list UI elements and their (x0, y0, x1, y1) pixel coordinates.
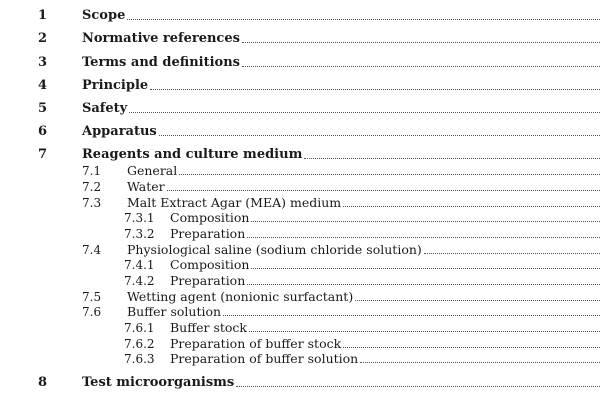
toc-entry-title[interactable]: Malt Extract Agar (MEA) medium (127, 195, 342, 210)
toc-entry-number: 7.3.2 (124, 227, 155, 241)
toc-entry-title[interactable]: Wetting agent (nonionic surfactant) (127, 289, 354, 304)
toc-entry-number: 7.4 (82, 243, 102, 257)
toc-entry-line[interactable] (127, 304, 600, 320)
toc-entry-number: 7.3 (82, 196, 102, 210)
toc-dot-leader (249, 320, 600, 332)
toc-dot-leader (247, 273, 600, 285)
toc-entry-title[interactable]: Preparation of buffer solution (170, 351, 359, 366)
toc-entry-title[interactable]: Principle (82, 78, 149, 93)
toc-dot-leader (304, 147, 600, 159)
toc-entry-title[interactable]: Normative references (82, 31, 240, 46)
toc-entry-title[interactable]: Scope (82, 8, 126, 23)
toc-entry-line[interactable] (170, 273, 600, 289)
toc-entry-number: 7.2 (82, 180, 102, 194)
toc-entry-title[interactable]: Preparation (170, 273, 246, 288)
toc-dot-leader (251, 257, 600, 269)
toc-entry[interactable] (0, 304, 600, 320)
toc-entry-line[interactable] (82, 31, 600, 47)
toc-entry-title[interactable]: Buffer stock (170, 320, 248, 335)
toc-entry-line[interactable] (127, 242, 600, 258)
toc-entry-line[interactable] (82, 147, 600, 163)
toc-entry-number: 1 (38, 8, 48, 23)
toc-entry[interactable] (0, 289, 600, 305)
toc-entry[interactable] (0, 55, 600, 71)
toc-entry-title[interactable]: Preparation of buffer stock (170, 336, 342, 351)
toc-entry-number: 2 (38, 31, 48, 46)
toc-entry-number: 7.6 (82, 305, 102, 319)
toc-dot-leader (424, 242, 600, 254)
toc-dot-leader (159, 124, 600, 136)
toc-entry-line[interactable] (127, 289, 600, 305)
toc-entry-title[interactable]: Composition (170, 210, 250, 225)
toc-dot-leader (150, 78, 600, 90)
toc-entry-title[interactable]: Physiological saline (sodium chloride solution) (127, 242, 422, 257)
toc-dot-leader (251, 210, 600, 222)
toc-entry-title[interactable]: Preparation (170, 226, 246, 241)
toc-dot-leader (360, 351, 600, 363)
toc-entry[interactable] (0, 8, 600, 24)
toc-entry[interactable] (0, 195, 600, 211)
toc-entry[interactable] (0, 163, 600, 179)
toc-entry-number: 7.5 (82, 290, 102, 304)
toc-entry-line[interactable] (82, 101, 600, 117)
toc-entry-number: 7.3.1 (124, 211, 155, 225)
toc-entry-line[interactable] (170, 226, 600, 242)
toc-entry-number: 7.6.1 (124, 321, 155, 335)
toc-entry[interactable] (0, 179, 600, 195)
toc-entry[interactable] (0, 210, 600, 226)
toc-entry[interactable] (0, 31, 600, 47)
toc-entry-line[interactable] (170, 257, 600, 273)
toc-entry-title[interactable]: Apparatus (82, 124, 157, 139)
toc-dot-leader (355, 289, 600, 301)
toc-dot-leader (127, 8, 600, 20)
toc-entry-line[interactable] (82, 124, 600, 140)
toc-entry[interactable] (0, 101, 600, 117)
toc-entry-title[interactable]: Test microorganisms (82, 375, 235, 390)
toc-entry-title[interactable]: General (127, 163, 178, 178)
toc-entry-title[interactable]: Terms and definitions (82, 55, 240, 70)
toc-entry-line[interactable] (82, 78, 600, 94)
toc-entry-line[interactable] (82, 8, 600, 24)
toc-entry-line[interactable] (127, 179, 600, 195)
toc-dot-leader (167, 179, 600, 191)
toc-dot-leader (247, 226, 600, 238)
toc-entry-line[interactable] (170, 336, 600, 352)
toc-entry-number: 3 (38, 55, 48, 70)
toc-dot-leader (236, 375, 600, 387)
toc-entry[interactable] (0, 257, 600, 273)
toc-entry[interactable] (0, 147, 600, 163)
toc-entry-line[interactable] (170, 210, 600, 226)
toc-entry[interactable] (0, 336, 600, 352)
toc-entry-title[interactable]: Buffer solution (127, 304, 222, 319)
toc-dot-leader (179, 163, 600, 175)
toc-entry[interactable] (0, 273, 600, 289)
toc-dot-leader (343, 195, 600, 207)
toc-entry-number: 6 (38, 124, 48, 139)
toc-dot-leader (242, 55, 600, 67)
toc-entry-number: 7 (38, 147, 48, 162)
toc-entry[interactable] (0, 78, 600, 94)
toc-entry-number: 7.4.1 (124, 258, 155, 272)
toc-entry-number: 8 (38, 375, 48, 390)
toc-entry[interactable] (0, 351, 600, 367)
toc-entry-line[interactable] (127, 195, 600, 211)
toc-entry[interactable] (0, 242, 600, 258)
toc-entry-title[interactable]: Composition (170, 257, 250, 272)
toc-entry-number: 7.4.2 (124, 274, 155, 288)
toc-entry[interactable] (0, 320, 600, 336)
toc-entry-number: 7.6.2 (124, 337, 155, 351)
toc-entry-number: 5 (38, 101, 48, 116)
toc-dot-leader (343, 336, 600, 348)
toc-dot-leader (242, 31, 600, 43)
toc-dot-leader (129, 101, 600, 113)
toc-entry[interactable] (0, 124, 600, 140)
toc-entry-line[interactable] (170, 351, 600, 367)
toc-entry-line[interactable] (127, 163, 600, 179)
toc-entry-number: 4 (38, 78, 48, 93)
toc-entry-title[interactable]: Water (127, 179, 165, 194)
toc-entry-line[interactable] (82, 375, 600, 391)
toc-dot-leader (223, 304, 600, 316)
toc-entry-number: 7.1 (82, 164, 102, 178)
toc-entry-title[interactable]: Safety (82, 101, 128, 116)
toc-entry-number: 7.6.3 (124, 352, 155, 366)
toc-entry[interactable] (0, 226, 600, 242)
toc-entry-title[interactable]: Reagents and culture medium (82, 147, 303, 162)
toc-entry-line[interactable] (170, 320, 600, 336)
toc-entry[interactable] (0, 375, 600, 391)
toc-entry-line[interactable] (82, 55, 600, 71)
